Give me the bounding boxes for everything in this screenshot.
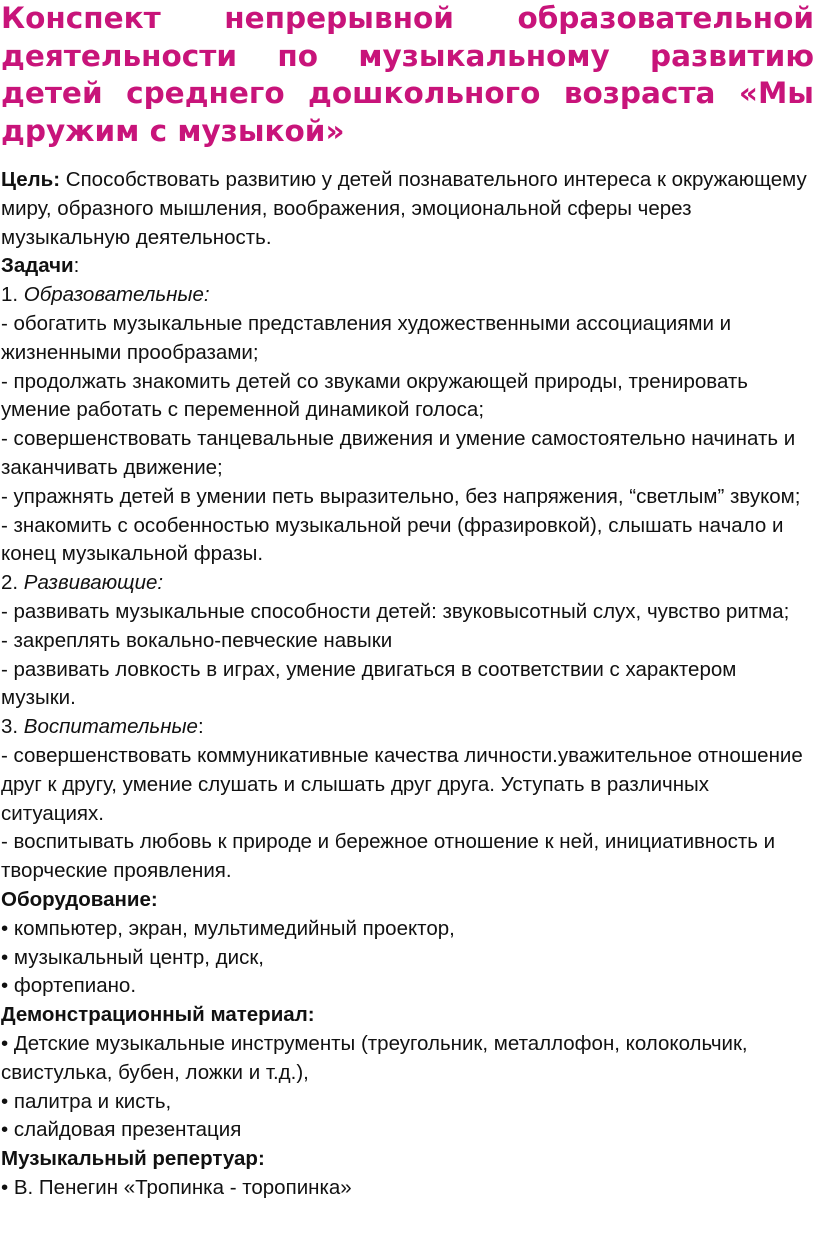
educational-item: - совершенствовать танцевальные движения и умение самостоятельно начинать и заканчивать движение; — [1, 427, 796, 479]
demo-label: Демонстрационный материал: — [1, 1003, 315, 1027]
tasks-colon: : — [73, 254, 80, 278]
educational-item: - обогатить музыкальные представления художественными ассоциациями и жизненными прообразами; — [1, 311, 732, 364]
repertoire-heading — [1, 1145, 814, 1174]
upbringing-colon: : — [197, 715, 204, 739]
educational-label: Образовательные: — [23, 283, 210, 307]
demo-item: • Детские музыкальные инструменты (треугольник, металлофон, колокольчик, свистулька, бубен, ложки и т.д.), — [1, 1031, 748, 1084]
tasks-label: Задачи — [1, 254, 74, 278]
goal-text: Способствовать развитию у детей познавательного интереса к окружающему миру, образного мышления, воображения, эмоциональной сферы через музыкальную деятельность. — [1, 168, 807, 249]
repertoire-item: • В. Пенегин «Тропинка - торопинка» — [1, 1175, 352, 1199]
upbringing-item: - совершенствовать коммуникативные качества личности.уважительное отношение друг к другу, умение слушать и слышать друг друга. Уступать в различных ситуациях. — [1, 743, 803, 825]
developing-item: - развивать музыкальные способности детей: звуковысотный слух, чувство ритма; — [1, 599, 790, 623]
goal-label: Цель: — [1, 168, 61, 191]
repertoire-label: Музыкальный репертуар: — [1, 1147, 265, 1171]
educational-item: - продолжать знакомить детей со звуками окружающей природы, тренировать умение работать с переменной динамикой голоса; — [1, 369, 748, 422]
document-title: Конспект непрерывной образовательной деятельности по музыкальному развитию детей среднего дошкольного возраста «Мы дружим с музыкой» — [1, 1, 814, 148]
developing-label: Развивающие: — [23, 571, 164, 595]
educational-item: - знакомить с особенностью музыкальной речи (фразировкой), слышать начало и конец музыкальной фразы. — [1, 513, 784, 566]
developing-heading — [1, 569, 814, 598]
developing-num: 2. — [1, 571, 24, 595]
developing-item: - развивать ловкость в играх, умение двигаться в соответствии с характером музыки. — [1, 657, 737, 710]
demo-item: • палитра и кисть, — [1, 1089, 172, 1113]
equipment-item: • фортепиано. — [1, 974, 137, 998]
upbringing-label: Воспитательные — [23, 715, 198, 739]
goal-paragraph — [1, 166, 814, 252]
educational-heading — [1, 281, 814, 310]
equipment-heading — [1, 886, 814, 915]
upbringing-heading — [1, 713, 814, 742]
upbringing-num: 3. — [1, 715, 24, 739]
educational-num: 1. — [1, 283, 24, 307]
equipment-item: • музыкальный центр, диск, — [1, 945, 264, 969]
equipment-item: • компьютер, экран, мультимедийный проектор, — [1, 916, 455, 940]
demo-heading — [1, 1001, 814, 1030]
educational-item: - упражнять детей в умении петь выразительно, без напряжения, “светлым” звуком; — [1, 484, 801, 508]
upbringing-item: - воспитывать любовь к природе и бережное отношение к ней, инициативность и творческие проявления. — [1, 830, 776, 883]
tasks-heading — [1, 252, 814, 281]
equipment-label: Оборудование: — [1, 887, 158, 911]
demo-item: • слайдовая презентация — [1, 1118, 242, 1142]
developing-item: - закреплять вокально-певческие навыки — [1, 628, 393, 652]
